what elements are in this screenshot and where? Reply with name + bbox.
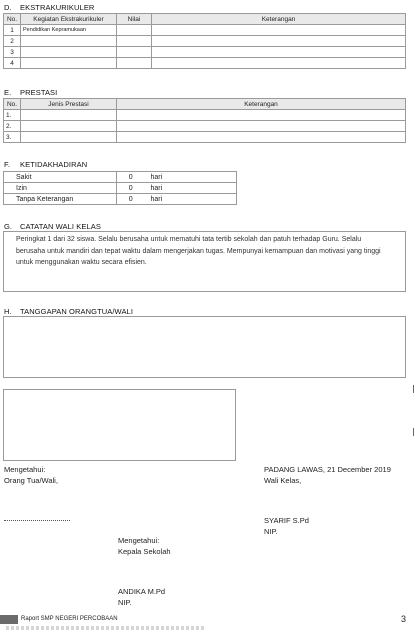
- parent-signature-line: [4, 520, 70, 521]
- homeroom-signature-block: [264, 464, 391, 486]
- table-cell: [152, 58, 406, 69]
- parent-label-known: Mengetahui:: [4, 465, 46, 474]
- table-cell: 2.: [4, 121, 21, 132]
- table-row: [4, 121, 406, 132]
- table-cell: [117, 58, 152, 69]
- section-number: F.: [4, 160, 11, 169]
- table-cell: [117, 25, 152, 36]
- section-label: PRESTASI: [20, 88, 58, 97]
- table-cell: [117, 121, 406, 132]
- section-title-tanggapan: [4, 307, 133, 316]
- ekstrakurikuler-table: [3, 13, 406, 69]
- section-title-ketidakhadiran: [4, 160, 87, 169]
- parent-label: Orang Tua/Wali,: [4, 476, 58, 485]
- table-row: [4, 194, 237, 205]
- principal-name: ANDIKA M.Pd: [118, 587, 166, 596]
- table-cell: [117, 36, 152, 47]
- cutoff-text-line: [6, 626, 206, 630]
- table-row: [4, 58, 406, 69]
- table-cell: 0: [117, 194, 145, 205]
- table-row: [4, 183, 237, 194]
- column-header: Nilai: [117, 14, 152, 25]
- column-header: Keterangan: [152, 14, 406, 25]
- principal-label: Kepala Sekolah: [118, 547, 171, 556]
- column-header: No.: [4, 14, 21, 25]
- table-cell: 1.: [4, 110, 21, 121]
- table-cell: [21, 47, 117, 58]
- footer-bar: [0, 615, 18, 624]
- section-title-catatan-wali-kelas: [4, 222, 101, 231]
- table-cell: hari: [145, 172, 237, 183]
- principal-signature-block: [118, 535, 171, 557]
- table-cell: [21, 132, 117, 143]
- table-cell: [117, 47, 152, 58]
- section-number: E.: [4, 88, 12, 97]
- table-cell: [117, 132, 406, 143]
- table-cell: 0: [117, 172, 145, 183]
- table-cell: [21, 36, 117, 47]
- table-cell: [152, 25, 406, 36]
- homeroom-nip: NIP.: [264, 527, 278, 536]
- table-cell: [21, 58, 117, 69]
- prestasi-table: [3, 98, 406, 143]
- homeroom-name: SYARIF S.Pd: [264, 516, 309, 525]
- principal-nip: NIP.: [118, 598, 132, 607]
- principal-name-block: [118, 586, 165, 608]
- table-cell: 3.: [4, 132, 21, 143]
- column-header: No.: [4, 99, 21, 110]
- catatan-text: Peringkat 1 dari 32 siswa. Selalu berusaha untuk mematuhi tata tertib sekolah dan patuh terhadap Guru. Selalu berusaha untuk mandiri dan tepat waktu dalam mengerjakan tugas. Mempunyai kemampuan dan motivasi yang tinggi untuk menggunakan waktu secara efisien.: [16, 236, 381, 266]
- table-cell: Sakit: [4, 172, 117, 183]
- table-cell: Pendidikan Kepramukaan: [21, 25, 117, 36]
- column-header: Keterangan: [117, 99, 406, 110]
- table-row: [4, 47, 406, 58]
- section-title-ekstrakurikuler: [4, 3, 94, 12]
- section-label: EKSTRAKURIKULER: [20, 3, 95, 12]
- section-label: KETIDAKHADIRAN: [20, 160, 88, 169]
- table-row: [4, 172, 237, 183]
- section-number: D.: [4, 3, 12, 12]
- ketidakhadiran-table: [3, 171, 237, 205]
- table-cell: hari: [145, 183, 237, 194]
- table-cell: 3: [4, 47, 21, 58]
- table-header-row: [4, 14, 406, 25]
- table-row: [4, 25, 406, 36]
- table-cell: 4: [4, 58, 21, 69]
- principal-label-known: Mengetahui:: [118, 536, 160, 545]
- section-title-prestasi: [4, 88, 57, 97]
- catatan-wali-kelas-box: [3, 231, 406, 292]
- table-cell: [21, 121, 117, 132]
- table-row: [4, 110, 406, 121]
- table-cell: Tanpa Keterangan: [4, 194, 117, 205]
- column-header: Kegiatan Ekstrakurikuler: [21, 14, 117, 25]
- table-cell: [152, 36, 406, 47]
- place-date: PADANG LAWAS, 21 December 2019: [264, 465, 391, 474]
- blank-box: [3, 389, 236, 461]
- table-cell: [117, 110, 406, 121]
- table-cell: hari: [145, 194, 237, 205]
- page-number: 3: [400, 614, 406, 624]
- section-number: G.: [4, 222, 13, 231]
- footer-school-name: Raport SMP NEGERI PERCOBAAN: [21, 616, 118, 622]
- table-header-row: [4, 99, 406, 110]
- section-label: CATATAN WALI KELAS: [20, 222, 101, 231]
- table-cell: [21, 110, 117, 121]
- table-cell: Izin: [4, 183, 117, 194]
- section-number: H.: [4, 307, 12, 316]
- parent-signature-block: [4, 464, 58, 486]
- tanggapan-orangtua-box: [3, 316, 406, 378]
- table-row: [4, 36, 406, 47]
- column-header: Jenis Prestasi: [21, 99, 117, 110]
- table-cell: 0: [117, 183, 145, 194]
- homeroom-label: Wali Kelas,: [264, 476, 302, 485]
- table-cell: [152, 47, 406, 58]
- homeroom-name-block: [264, 515, 309, 537]
- table-cell: 2: [4, 36, 21, 47]
- table-cell: 1: [4, 25, 21, 36]
- section-label: TANGGAPAN ORANGTUA/WALI: [20, 307, 134, 316]
- table-row: [4, 132, 406, 143]
